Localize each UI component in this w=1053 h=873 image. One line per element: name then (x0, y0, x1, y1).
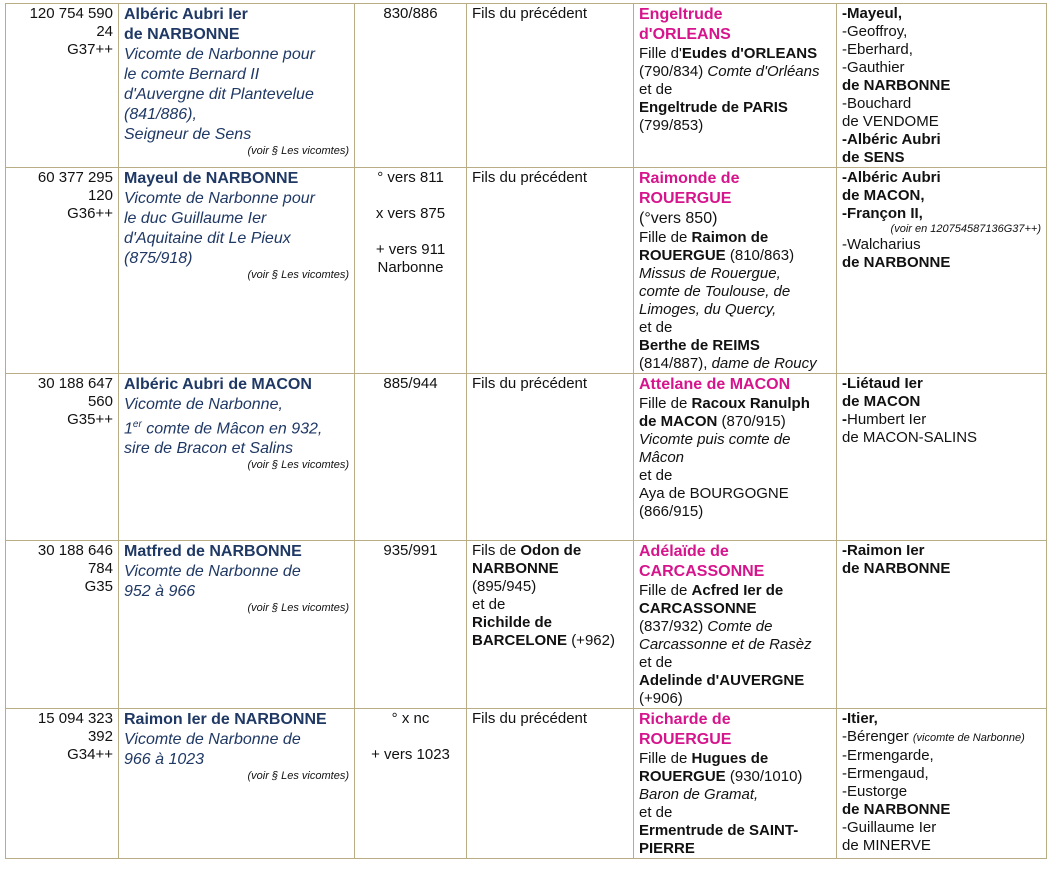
person-title: Vicomte de Narbonne de (124, 731, 301, 748)
father-dates: (790/834) (639, 63, 704, 80)
child-item: -Raimon Ier (842, 542, 925, 559)
generation-label: G34++ (67, 746, 113, 763)
person-name: Raimon Ier de NARBONNE (124, 711, 327, 728)
father-name-2: NARBONNE (472, 560, 559, 577)
child-note: (voir en 120754587136G37++) (890, 223, 1041, 235)
father-title: Missus de Rouergue, (639, 265, 781, 282)
spouse-father: Acfred Ier de CARCASSONNE (639, 582, 784, 617)
child-family: de SENS (842, 149, 905, 166)
reference-link[interactable]: (voir § Les vicomtes) (247, 459, 349, 472)
spouse-cell (634, 541, 837, 709)
dates-cell (355, 168, 467, 374)
father-title: Comte de (707, 618, 773, 635)
generation-label: G35++ (67, 411, 113, 428)
spouse-cell (634, 709, 837, 859)
child-item: -Guillaume Ier (842, 819, 937, 836)
children-cell (837, 168, 1047, 374)
parents-cell (467, 374, 634, 541)
person-title: d'Auvergne dit Plantevelue (124, 86, 314, 103)
spouse-mother: Berthe de REIMS (639, 337, 760, 354)
spouse-name-2: ROUERGUE (639, 731, 732, 748)
spouse-name: Engeltrude (639, 6, 723, 23)
father-title: comte de Toulouse, de (639, 283, 791, 300)
father-title: Vicomte puis comte de (639, 431, 791, 448)
spouse-name-2: ROUERGUE (639, 190, 732, 207)
child-item: -Liétaud Ier (842, 375, 923, 392)
spouse-cell (634, 4, 837, 168)
ordinal-suffix: er (132, 419, 142, 430)
child-item: -Albéric Aubri (842, 169, 941, 186)
et-de: et de (639, 319, 673, 336)
fils-de: Fils de (472, 542, 517, 559)
spouse-name: Richarde de (639, 711, 731, 728)
person-title: Vicomte de Narbonne pour (124, 190, 315, 207)
person-title: (875/918) (124, 250, 193, 267)
spouse-father: Eudes d'ORLEANS (681, 45, 818, 62)
generation-label: G36++ (67, 205, 113, 222)
table-row (6, 168, 1047, 374)
person-title: le duc Guillaume Ier (124, 210, 267, 227)
parents-text: Fils du précédent (472, 375, 588, 392)
life-dates: 830/886 (383, 5, 438, 22)
mother-name: Richilde de (472, 614, 553, 631)
fille-de: Fille d' (639, 45, 682, 62)
person-title: le comte Bernard II (124, 66, 260, 83)
person-name: Albéric Aubri Ier (124, 6, 248, 23)
father-dates: (810/863) (729, 247, 795, 264)
person-title: Vicomte de Narbonne, (124, 396, 283, 413)
child-family: de MACON-SALINS (842, 429, 978, 446)
spouse-birth: (°vers 850) (639, 210, 718, 227)
marriage-date: x vers 875 (375, 205, 446, 222)
fille-de: Fille de (639, 229, 688, 246)
child-item: -Bérenger (842, 728, 909, 745)
mother-dates: (+962) (571, 632, 615, 649)
parents-text: Fils du précédent (472, 710, 588, 727)
mother-name-2: BARCELONE (472, 632, 568, 649)
fille-de: Fille de (639, 582, 688, 599)
children-cell (837, 374, 1047, 541)
generation-label: G37++ (67, 41, 113, 58)
child-family: de NARBONNE (842, 254, 951, 271)
spouse-name: Attelane de MACON (639, 376, 791, 393)
dates-cell (355, 4, 467, 168)
child-item: -Geoffroy, (842, 23, 908, 40)
dates-cell (355, 709, 467, 859)
person-title: Vicomte de Narbonne de (124, 563, 301, 580)
parents-cell (467, 168, 634, 374)
father-title: Carcassonne et de Rasèz (639, 636, 812, 653)
sosa-number: 30 188 646 784 (37, 542, 113, 577)
children-cell (837, 541, 1047, 709)
child-item: -Françon II, (842, 205, 923, 222)
father-title: Comte d'Orléans (707, 63, 820, 80)
father-dates: (930/1010) (729, 768, 803, 785)
life-dates: 885/944 (383, 375, 438, 392)
child-item: -Eberhard, (842, 41, 913, 58)
sosa-number-cell (6, 709, 119, 859)
spouse-name: Adélaïde de (639, 543, 729, 560)
person-name: Matfred de NARBONNE (124, 543, 302, 560)
person-name: Albéric Aubri de MACON (124, 376, 312, 393)
reference-link[interactable]: (voir § Les vicomtes) (247, 602, 349, 614)
child-item: -Itier, (842, 710, 878, 727)
father-title: Baron de Gramat, (639, 786, 759, 803)
et-de: et de (639, 804, 673, 821)
person-title: d'Aquitaine dit Le Pieux (124, 230, 291, 247)
parents-text: Fils du précédent (472, 169, 588, 186)
et-de: et de (639, 81, 673, 98)
father-dates: (837/932) (639, 618, 704, 635)
spouse-father: Hugues de ROUERGUE (639, 750, 769, 785)
mother-dates: (814/887), (639, 355, 708, 372)
birth-marriage-date: ° x nc (391, 710, 430, 727)
child-item: -Mayeul, (842, 5, 903, 22)
person-title: (841/886), (124, 106, 197, 123)
parents-cell (467, 4, 634, 168)
child-item: -Bouchard (842, 95, 912, 112)
genealogy-table (5, 3, 1047, 859)
table-row (6, 374, 1047, 541)
child-item: -Ermengarde, (842, 747, 934, 764)
person-title: Vicomte de Narbonne pour (124, 46, 315, 63)
child-item: -Eustorge (842, 783, 908, 800)
sosa-number-cell (6, 374, 119, 541)
child-family: de NARBONNE (842, 77, 951, 94)
mother-dates: (799/853) (639, 117, 704, 134)
child-note: (vicomte de Narbonne) (912, 732, 1025, 744)
person-title: 966 à 1023 (124, 751, 205, 768)
generation-label: G35 (84, 578, 113, 595)
child-item: -Gauthier (842, 59, 905, 76)
father-dates: (895/945) (472, 578, 537, 595)
death-date: + vers 1023 (371, 746, 450, 763)
life-dates: 935/991 (383, 542, 438, 559)
parents-text: Fils du précédent (472, 5, 588, 22)
father-title: Limoges, du Quercy, (639, 301, 777, 318)
father-name: Odon de (520, 542, 582, 559)
children-cell (837, 4, 1047, 168)
sosa-number-cell (6, 541, 119, 709)
spouse-cell (634, 168, 837, 374)
spouse-mother: Adelinde d'AUVERGNE (639, 672, 805, 689)
person-title: sire de Bracon et Salins (124, 440, 293, 458)
sosa-number: 15 094 323 392 (37, 710, 113, 745)
mother-dates: (866/915) (639, 503, 704, 520)
death-place: Narbonne (377, 259, 444, 276)
person-cell (119, 709, 355, 859)
child-item: Humbert Ier (847, 411, 927, 428)
spouse-mother: Aya de BOURGOGNE (639, 485, 789, 502)
sosa-number-cell (6, 4, 119, 168)
person-cell (119, 541, 355, 709)
spouse-name: Raimonde de (639, 170, 740, 187)
person-name-2: de NARBONNE (124, 26, 240, 43)
fille-de: Fille de (639, 395, 688, 412)
father-dates: (870/915) (721, 413, 786, 430)
child-family: de MINERVE (842, 837, 931, 854)
mother-title: dame de Roucy (711, 355, 817, 372)
child-family: de MACON (842, 393, 921, 410)
parents-cell (467, 709, 634, 859)
sosa-number: 120 754 590 24 (29, 5, 113, 40)
spouse-mother: Ermentrude de SAINT-PIERRE (639, 822, 799, 857)
spouse-father: Racoux Ranulph de MACON (639, 395, 810, 430)
person-title: 952 à 966 (124, 583, 196, 600)
reference-link[interactable]: (voir § Les vicomtes) (247, 770, 349, 782)
spouse-father: Raimon de ROUERGUE (639, 229, 769, 264)
spouse-name-2: CARCASSONNE (639, 563, 765, 580)
person-title: Seigneur de Sens (124, 126, 252, 143)
children-cell (837, 709, 1047, 859)
fille-de: Fille de (639, 750, 688, 767)
birth-date: ° vers 811 (377, 169, 444, 186)
table-row (6, 709, 1047, 859)
child-item: -Walcharius (842, 236, 921, 253)
sosa-number: 30 188 647 560 (37, 375, 113, 410)
reference-link[interactable]: (voir § Les vicomtes) (247, 269, 349, 281)
spouse-cell (634, 374, 837, 541)
child-dash: - (842, 411, 847, 428)
death-date: + vers 911 (375, 241, 446, 258)
child-item: -Ermengaud, (842, 765, 929, 782)
person-cell (119, 168, 355, 374)
sosa-number: 60 377 295 120 (37, 169, 113, 204)
person-cell (119, 4, 355, 168)
table-row (6, 4, 1047, 168)
person-title: comte de Mâcon en 932, (141, 420, 323, 438)
reference-link[interactable]: (voir § Les vicomtes) (247, 145, 349, 157)
child-family: de NARBONNE (842, 560, 951, 577)
child-family: de MACON, (842, 187, 925, 204)
person-name: Mayeul de NARBONNE (124, 170, 299, 187)
et-de: et de (639, 654, 673, 671)
parents-cell (467, 541, 634, 709)
father-title: Mâcon (639, 449, 685, 466)
dates-cell (355, 541, 467, 709)
child-item: -Albéric Aubri (842, 131, 941, 148)
dates-cell (355, 374, 467, 541)
child-family: de NARBONNE (842, 801, 951, 818)
ordinal-number: 1 (124, 420, 133, 438)
spouse-name-2: d'ORLEANS (639, 26, 731, 43)
person-cell (119, 374, 355, 541)
sosa-number-cell (6, 168, 119, 374)
et-de: et de (472, 596, 506, 613)
child-family: de VENDOME (842, 113, 939, 130)
spouse-mother: Engeltrude de PARIS (639, 99, 788, 116)
table-row (6, 541, 1047, 709)
mother-dates: (+906) (639, 690, 683, 707)
et-de: et de (639, 467, 673, 484)
